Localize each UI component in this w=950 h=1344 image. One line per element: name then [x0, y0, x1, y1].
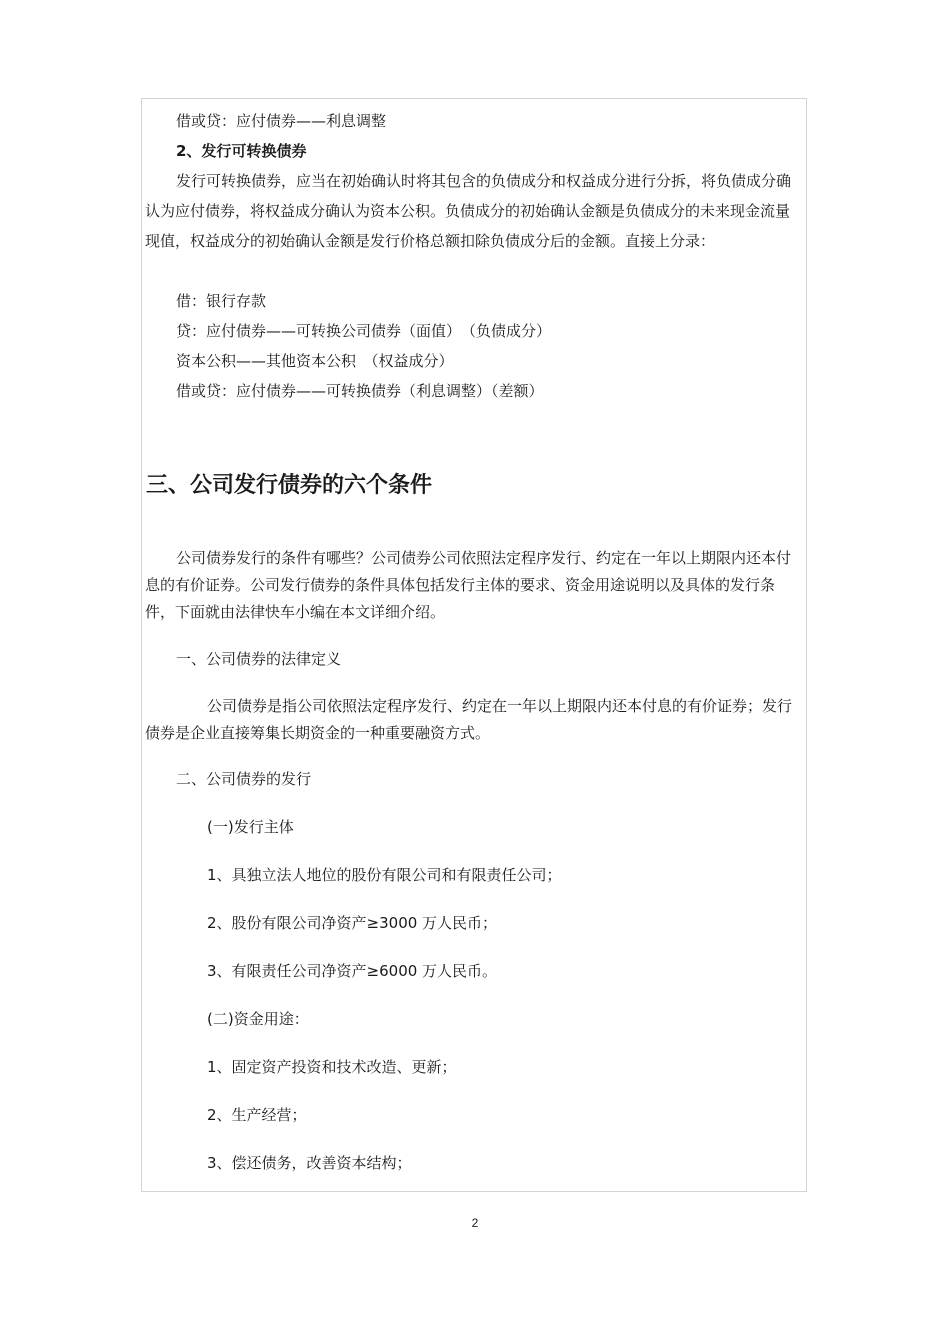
list-item: 1、固定资产投资和技术改造、更新；	[207, 1058, 457, 1076]
convertible-bonds-paragraph: 发行可转换债券，应当在初始确认时将其包含的负债成分和权益成分进行分拆，将负债成分确认为应付债券，将权益成分确认为资本公积。负债成分的初始确认金额是负债成分的未来现金流量现值，权益成分的初始确认金额是发行价格总额扣除负债成分后的金额。直接上分录：	[145, 172, 792, 250]
journal-entry-debit: 借：银行存款	[176, 292, 267, 310]
list-item: 3、有限责任公司净资产≥6000 万人民币。	[207, 962, 498, 980]
journal-entry-difference: 借或贷：应付债券——可转换债券（利息调整）（差额）	[176, 382, 544, 400]
issuer-subtitle: (一)发行主体	[207, 818, 294, 836]
list-item: 3、偿还债务，改善资本结构；	[207, 1154, 412, 1172]
section-heading: 三、公司发行债券的六个条件	[146, 473, 433, 498]
subheading-convertible-bonds: 2、发行可转换债券	[176, 142, 307, 160]
journal-entry-line: 借或贷：应付债券——利息调整	[176, 112, 387, 130]
definition-title: 一、公司债券的法律定义	[176, 650, 342, 668]
fund-use-subtitle: (二)资金用途：	[207, 1010, 309, 1028]
list-item: 1、具独立法人地位的股份有限公司和有限责任公司；	[207, 866, 562, 884]
list-item: 2、生产经营；	[207, 1106, 307, 1124]
page-number: 2	[471, 1216, 479, 1230]
list-item: 2、股份有限公司净资产≥3000 万人民币；	[207, 914, 498, 932]
intro-paragraph: 公司债券发行的条件有哪些？公司债券公司依照法定程序发行、约定在一年以上期限内还本付息的有价证券。公司发行债券的条件具体包括发行主体的要求、资金用途说明以及具体的发行条件，下面就由法律快车小编在本文详细介绍。	[145, 549, 792, 621]
issuance-title: 二、公司债券的发行	[176, 770, 312, 788]
journal-entry-credit: 贷：应付债券——可转换公司债券（面值） （负债成分）	[176, 322, 552, 340]
journal-entry-capital-reserve: 资本公积——其他资本公积 （权益成分）	[176, 352, 454, 370]
definition-text: 公司债券是指公司依照法定程序发行、约定在一年以上期限内还本付息的有价证券；发行债券是企业直接筹集长期资金的一种重要融资方式。	[145, 697, 793, 742]
